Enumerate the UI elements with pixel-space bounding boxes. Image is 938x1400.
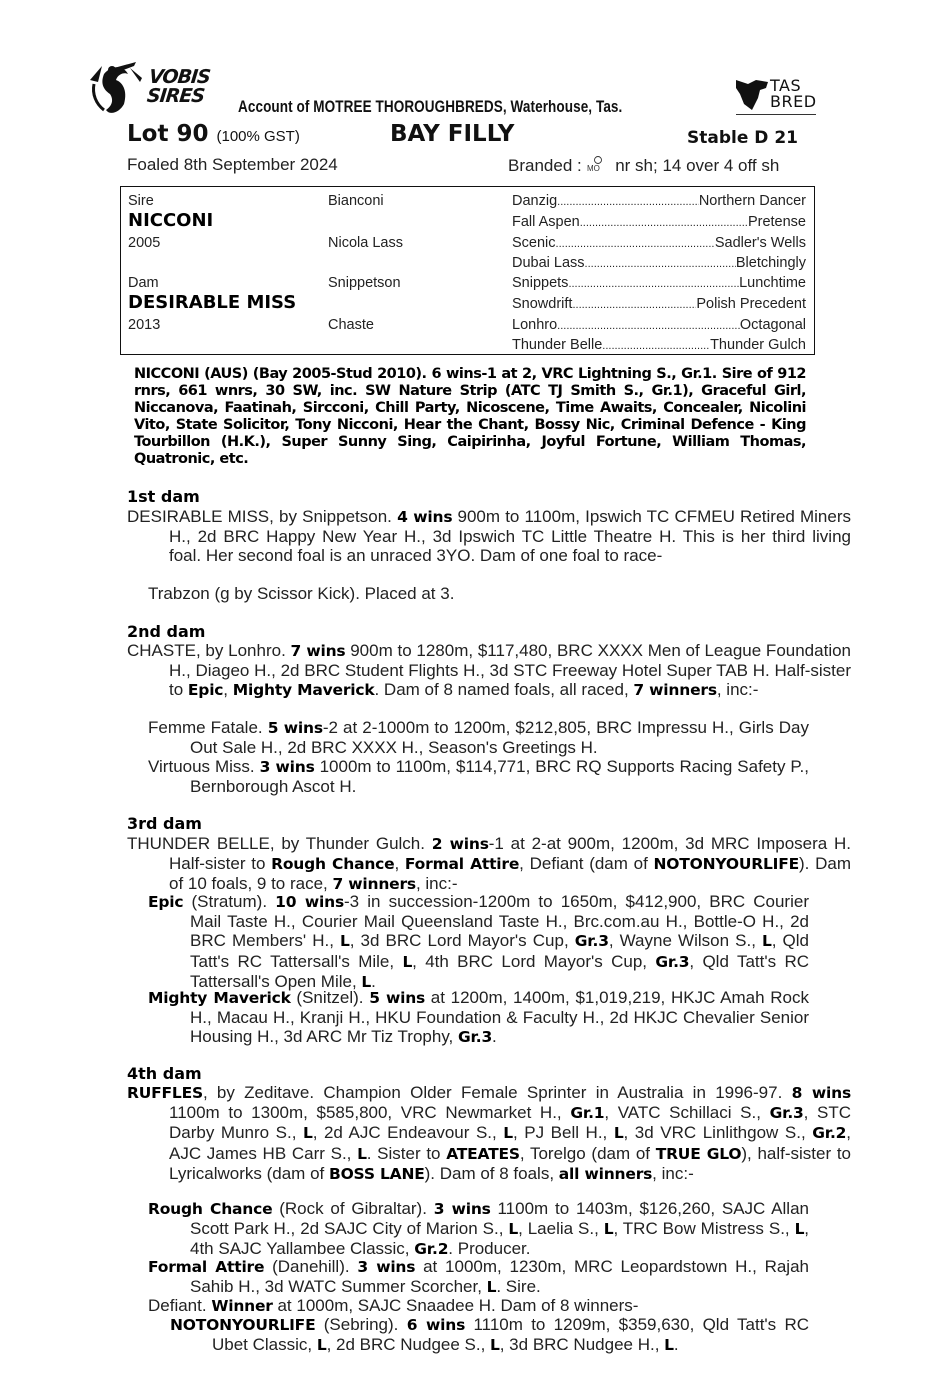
bold-highlight: L <box>357 1144 367 1163</box>
dam3-progeny: Epic (Stratum). 10 wins-3 in succession-1200m to 1650m, $412,900, BRC Courier Mail Taste H., Courier Mail Queensland Taste H., Brc.com.au H., Bottle-O H., 2d BRC Members' H., L, 3d BRC Lord Mayor's Cup, Gr.3, Wayne Wilson S., L, Qld Tatt's RC Tattersall's Mile, L, 4th BRC Lord Mayor's Cup, Gr.3, Qld Tatt's RC Tattersall's Open Mile, L. <box>148 892 810 991</box>
bold-highlight: L <box>303 1124 313 1143</box>
gen3-sire: Sadler's Wells <box>714 235 806 251</box>
lot-description: BAY FILLY <box>390 121 515 147</box>
bold-highlight: BOSS LANE <box>328 1164 425 1183</box>
bold-highlight: Gr.3 <box>458 1028 493 1047</box>
bold-highlight: 10 wins <box>275 893 345 911</box>
section-heading-4th-dam: 4th dam <box>127 1064 202 1083</box>
bold-highlight: Mighty Maverick <box>232 681 375 700</box>
leader-dots <box>557 315 740 336</box>
section-heading-3rd-dam: 3rd dam <box>127 814 202 833</box>
bold-highlight: Gr.1 <box>570 1104 605 1123</box>
bold-highlight: ATEATES <box>446 1144 520 1163</box>
bold-highlight: 8 wins <box>791 1084 852 1102</box>
bold-highlight: L <box>402 952 413 971</box>
gen3-sire: Lunchtime <box>739 275 806 291</box>
bold-highlight: Gr.2 <box>414 1240 449 1259</box>
bold-highlight: L <box>613 1124 624 1143</box>
bold-highlight: L <box>794 1220 805 1239</box>
bold-highlight: 3 wins <box>433 1200 491 1218</box>
bold-highlight: 2 wins <box>431 835 489 853</box>
leader-dots <box>602 335 710 356</box>
gen3-row <box>512 315 806 336</box>
bold-highlight: Winner <box>211 1297 273 1315</box>
section-heading-2nd-dam: 2nd dam <box>127 622 206 641</box>
gen3-row <box>512 294 806 315</box>
sire-year: 2005 <box>128 235 161 251</box>
dam4-main: RUFFLES, by Zeditave. Champion Older Female Sprinter in Australia in 1996-97. 8 wins 1100m to 1300m, $585,800, VRC Newmarket H., Gr.1, VATC Schillaci S., Gr.3, STC Darby Munro S., L, 2d AJC Endeavour S., L, PJ Bell H., L, 3d VRC Linlithgow S., Gr.2, AJC James HB Carr S., L. Sister to ATEATES, Torelgo (dam of TRUE GLO), half-sister to Lyricalworks (dam of BOSS LANE). Dam of 8 foals, all winners, inc:- <box>127 1083 852 1183</box>
vendor-account: Account of MOTREE THOROUGHBREDS, Waterhouse, Tas. <box>238 98 623 116</box>
branded-label: Branded : <box>508 156 582 175</box>
tasbred-line2: BRED <box>770 92 817 111</box>
lot-label: Lot 90 <box>127 121 209 147</box>
leader-dots <box>580 212 748 233</box>
sire-summary: NICCONI (AUS) (Bay 2005-Stud 2010). 6 wins-1 at 2, VRC Lightning S., Gr.1. Sire of 912 rnrs, 661 wnrs, 30 SW, inc. SW Nature Strip (ATC TJ Smith S., Gr.1), Graceful Girl, Niccanova, Faatinah, Sircconi, Chill Party, Nicoscene, Time Awaits, Concealer, Nicolini Vito, State Solicitor, Tony Nicconi, Hear the Chant, Bossy Nic, Criminal Defence - King Tourbillon (H.K.), Super Sunny Sing, Caipirinha, Joyful Fortune, William Thomas, Quatronic, etc. <box>134 366 806 467</box>
vobis-sires-horse-icon <box>84 60 146 116</box>
tasbred-tasmania-icon <box>734 76 770 112</box>
dam4-progeny: Formal Attire (Danehill). 3 wins at 1000m, 1230m, MRC Leopardstown H., Rajah Sahib H., 3d WATC Summer Scorcher, L. Sire. <box>148 1257 809 1297</box>
gen3-sire: Polish Precedent <box>696 296 806 312</box>
bold-highlight: 7 wins <box>290 642 346 660</box>
dam4-progeny: Rough Chance (Rock of Gibraltar). 3 wins 1100m to 1403m, $126,260, SAJC Allan Scott Park H., 2d SAJC City of Marion S., L, Laelia S., L, TRC Bow Mistress S., L, 4th SAJC Yallambee Classic, Gr.2. Producer. <box>148 1199 810 1259</box>
dam-year: 2013 <box>128 317 161 333</box>
sire-dam: Nicola Lass <box>328 235 403 251</box>
bold-highlight: Mighty Maverick <box>148 989 291 1007</box>
tasbred-line1: TAS <box>770 76 802 95</box>
dam-label: Dam <box>128 275 159 291</box>
bold-highlight: Epic <box>187 681 224 700</box>
bold-highlight: TRUE GLO <box>655 1144 742 1163</box>
bold-highlight: NOTONYOURLIFE <box>653 855 799 874</box>
dam-sire: Snippetson <box>328 275 401 291</box>
vobis-sires-logo <box>84 60 224 116</box>
vobis-logo-line1: VOBIS <box>147 66 211 88</box>
bold-highlight: Gr.3 <box>574 932 609 951</box>
gen3-row <box>512 212 806 233</box>
bold-highlight: Rough Chance <box>148 1200 273 1218</box>
bold-highlight: Gr.2 <box>812 1124 847 1143</box>
gst-note: (100% GST) <box>216 128 300 145</box>
gen3-row <box>512 253 806 274</box>
dam2-progeny: Virtuous Miss. 3 wins 1000m to 1100m, $114,771, BRC RQ Supports Racing Safety P., Bernborough Ascot H. <box>148 757 809 797</box>
bold-highlight: 3 wins <box>259 758 315 776</box>
bold-highlight: 6 wins <box>406 1316 466 1334</box>
tasbred-logo <box>732 74 820 118</box>
bold-highlight: L <box>508 1220 519 1239</box>
section-heading-1st-dam: 1st dam <box>127 487 200 506</box>
gen3-horse: Snippets <box>512 275 569 291</box>
sire-label: Sire <box>128 193 154 209</box>
leader-dots <box>556 233 715 254</box>
bold-highlight: L <box>762 932 772 951</box>
bold-highlight: L <box>664 1336 674 1355</box>
bold-highlight: NOTONYOURLIFE <box>170 1316 316 1334</box>
dam2-progeny: Femme Fatale. 5 wins-2 at 2-1000m to 1200m, $212,805, BRC Impressu H., Girls Day Out Sale H., 2d BRC XXXX H., Season's Greetings H. <box>148 718 809 758</box>
vobis-logo-line2: SIRES <box>145 85 206 107</box>
dam3-progeny: Mighty Maverick (Snitzel). 5 wins at 1200m, 1400m, $1,019,219, HKJC Amah Rock H., Macau H., Kranji H., HKU Foundation & Faculty H., 2d HKJC Chevalier Senior Housing H., 3d ARC Mr Tiz Trophy, Gr.3. <box>148 988 809 1047</box>
dam3-main: THUNDER BELLE, by Thunder Gulch. 2 wins-1 at 2-at 900m, 1200m, 3d MRC Imposera H. Half-sister to Rough Chance, Formal Attire, Defiant (dam of NOTONYOURLIFE). Dam of 10 foals, 9 to race, 7 winners, inc:- <box>127 834 852 894</box>
dam-name: DESIRABLE MISS <box>128 292 297 313</box>
bold-highlight: Gr.3 <box>655 952 690 971</box>
gen3-horse: Snowdrift <box>512 296 573 312</box>
bold-highlight: RUFFLES <box>127 1084 203 1102</box>
gen3-horse: Lonhro <box>512 317 558 333</box>
bold-highlight: all winners <box>558 1164 653 1183</box>
gen3-horse: Thunder Belle <box>512 337 603 353</box>
dam-dam: Chaste <box>328 317 374 333</box>
bold-highlight: L <box>316 1336 327 1355</box>
dam4-grand-progeny: NOTONYOURLIFE (Sebring). 6 wins 1110m to 1209m, $359,630, Qld Tatt's RC Ubet Classic, L, 2d BRC Nudgee S., L, 3d BRC Nudgee H., L. <box>170 1315 810 1355</box>
gen3-horse: Fall Aspen <box>512 214 580 230</box>
bold-highlight: L <box>361 972 372 991</box>
bold-highlight: 7 winners <box>332 875 416 894</box>
gen3-sire: Thunder Gulch <box>710 337 806 353</box>
bold-highlight: L <box>486 1278 497 1297</box>
bold-highlight: L <box>340 932 350 951</box>
gen3-row <box>512 335 806 356</box>
sire-sire: Bianconi <box>328 193 384 209</box>
gen3-sire: Northern Dancer <box>698 193 806 209</box>
gen3-sire: Octagonal <box>739 317 806 333</box>
lot-number <box>127 120 300 151</box>
bold-highlight: Epic <box>148 893 184 911</box>
bold-highlight: 3 wins <box>357 1258 416 1276</box>
bold-highlight: Rough Chance <box>271 855 395 874</box>
stable-location: Stable D 21 <box>687 128 798 148</box>
bold-highlight: L <box>603 1220 614 1239</box>
brand-mark-icon <box>586 155 610 173</box>
leader-dots <box>585 253 736 274</box>
gen3-row <box>512 233 806 254</box>
brand-description <box>508 155 779 176</box>
sire-name: NICCONI <box>128 210 214 231</box>
dam1-main: DESIRABLE MISS, by Snippetson. 4 wins 900m to 1100m, Ipswich TC CFMEU Retired Miners H., 2d BRC Happy New Year H., 3d Ipswich TC Little Theatre H. This is her third living foal. Her second foal is an unraced 3YO. Dam of one foal to race- <box>127 507 852 566</box>
gen3-horse: Dubai Lass <box>512 255 585 271</box>
gen3-row <box>512 191 806 212</box>
gen3-row <box>512 273 806 294</box>
gen3-horse: Danzig <box>512 193 558 209</box>
bold-highlight: 7 winners <box>633 681 717 700</box>
gen3-sire: Bletchingly <box>735 255 806 271</box>
tasbred-underline <box>736 114 816 115</box>
svg-text:MO: MO <box>587 164 601 173</box>
gen3-sire: Pretense <box>747 214 806 230</box>
bold-highlight: Formal Attire <box>148 1258 265 1276</box>
dam4-progeny: Defiant. Winner at 1000m, SAJC Snaadee H. Dam of 8 winners- <box>148 1296 639 1315</box>
pedigree-table <box>120 186 815 355</box>
bold-highlight: L <box>490 1336 500 1355</box>
dam1-progeny: Trabzon (g by Scissor Kick). Placed at 3. <box>148 584 455 603</box>
gen3-horse: Scenic <box>512 235 556 251</box>
dam2-main: CHASTE, by Lonhro. 7 wins 900m to 1280m, $117,480, BRC XXXX Men of League Foundation H., Diageo H., 2d BRC Student Flights H., 3d STC Freeway Hotel Super TAB H. Half-sister to Epic, Mighty Maverick. Dam of 8 named foals, all raced, 7 winners, inc:- <box>127 641 852 700</box>
bold-highlight: 5 wins <box>267 719 323 737</box>
bold-highlight: Formal Attire <box>404 855 520 874</box>
leader-dots <box>557 191 699 212</box>
branded-detail: nr sh; 14 over 4 off sh <box>615 156 780 175</box>
leader-dots <box>568 273 739 294</box>
bold-highlight: 5 wins <box>369 989 426 1007</box>
foaled-date: Foaled 8th September 2024 <box>127 155 338 174</box>
bold-highlight: Gr.3 <box>769 1104 804 1123</box>
bold-highlight: L <box>503 1124 513 1143</box>
leader-dots <box>572 294 696 315</box>
bold-highlight: 4 wins <box>397 508 453 526</box>
